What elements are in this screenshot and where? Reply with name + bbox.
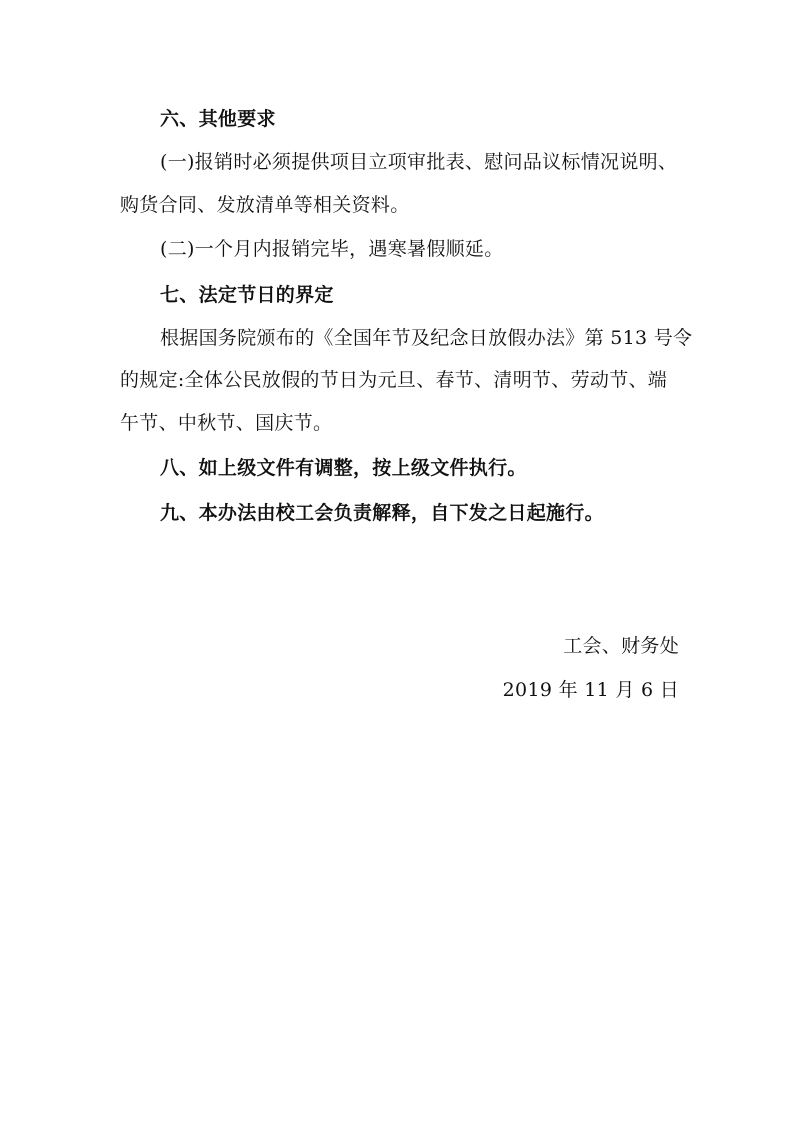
signature-issuer: 工会、财务处: [563, 635, 679, 657]
requirement-item-1-line-2: 购货合同、发放清单等相关资料。: [120, 194, 410, 216]
section-heading-interpretation-and-effect: 九、本办法由校工会负责解释，自下发之日起施行。: [160, 502, 604, 524]
holiday-paragraph-line-3: 午节、中秋节、国庆节。: [120, 412, 333, 434]
holiday-paragraph-line-2: 的规定:全体公民放假的节日为元旦、春节、清明节、劳动节、端: [120, 369, 668, 391]
requirement-item-2-line-1: (二)一个月内报销完毕，遇寒暑假顺延。: [160, 238, 504, 260]
section-heading-other-requirements: 六、其他要求: [160, 108, 276, 130]
section-heading-statutory-holidays: 七、法定节日的界定: [160, 284, 334, 306]
section-heading-follow-superior-documents: 八、如上级文件有调整，按上级文件执行。: [160, 457, 527, 479]
signature-date: 2019 年 11 月 6 日: [502, 679, 679, 701]
requirement-item-1-line-1: (一)报销时必须提供项目立项审批表、慰问品议标情况说明、: [160, 151, 678, 173]
holiday-paragraph-line-1: 根据国务院颁布的《全国年节及纪念日放假办法》第 513 号令: [160, 327, 693, 349]
